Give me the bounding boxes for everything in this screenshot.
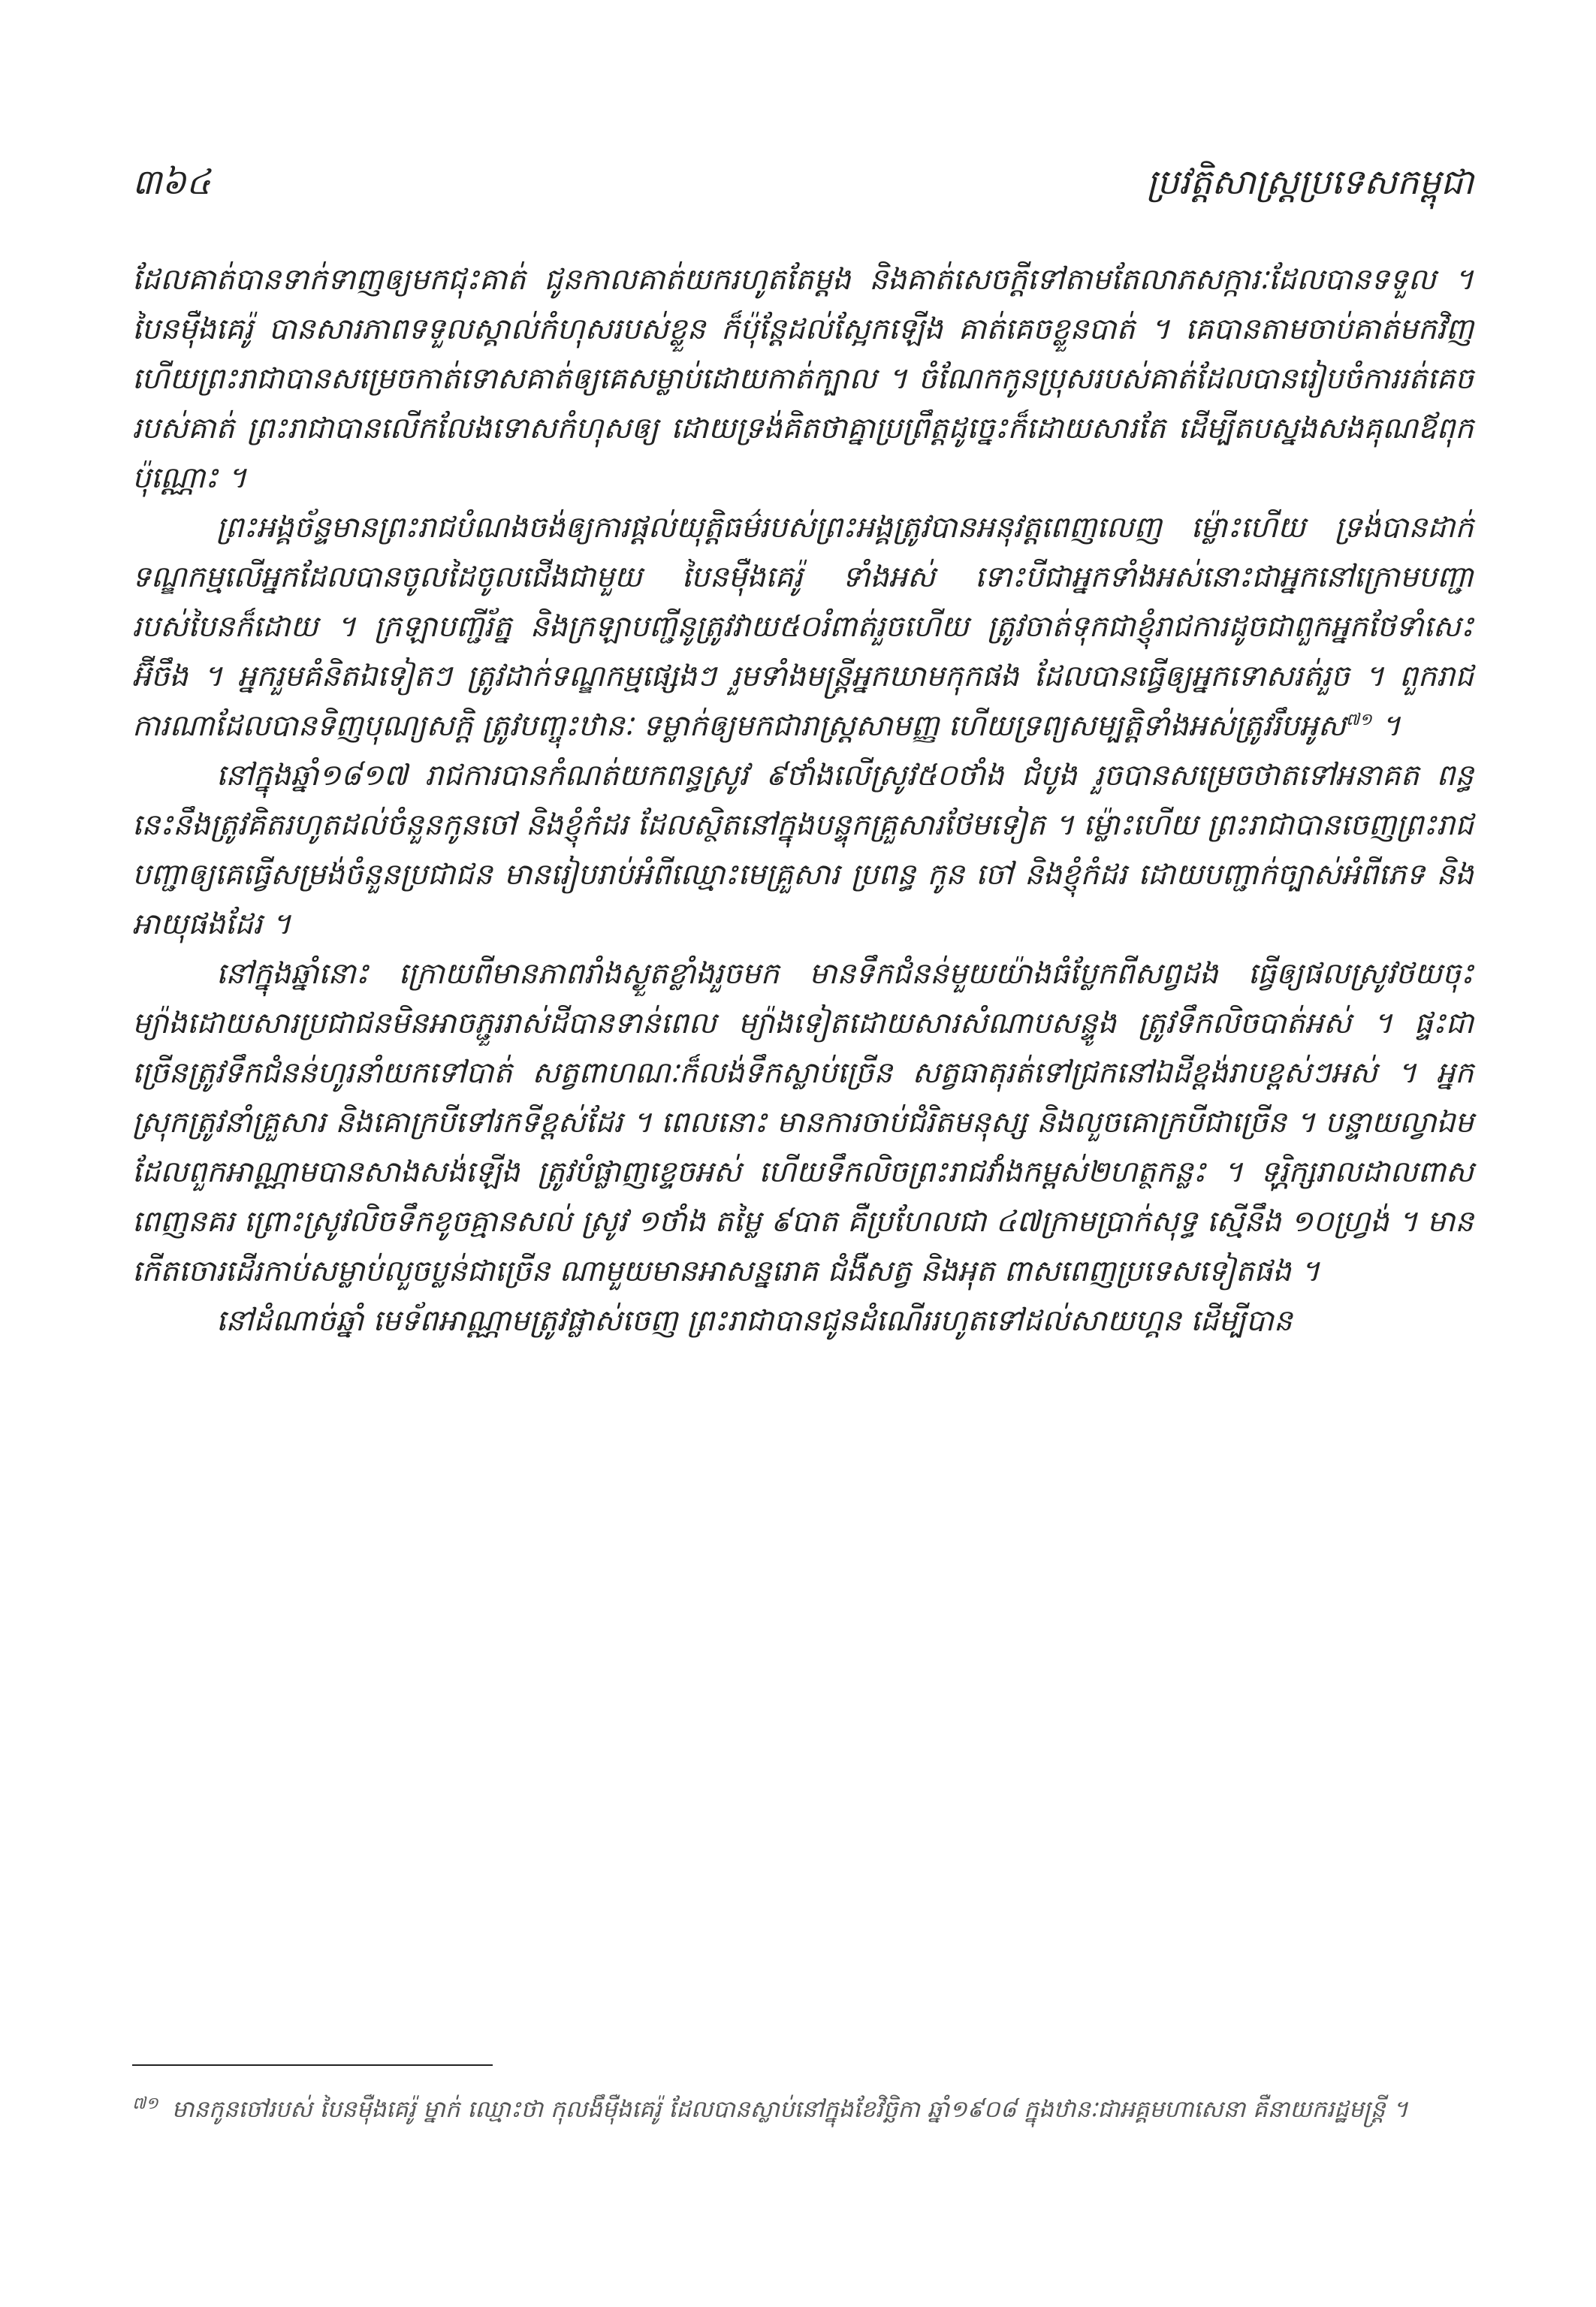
paragraph-4 [132, 950, 1474, 1297]
paragraph-1 [132, 255, 1474, 503]
paragraph-4-text: នៅក្នុងឆ្នាំនោះ ក្រោយពីមានភាពរាំងស្ងួតខ្លាំងរួចមក មានទឹកជំនន់មួយយ៉ាងធំប្លែកពីសព្វដង ធ្វើឲ្យផលស្រូវថយចុះ ម្យ៉ាងដោយសារប្រជាជនមិនអាចភ្ជួររាស់ដីបានទាន់ពេល ម្យ៉ាងទៀតដោយសារសំណាបសន្ទូង ត្រូវទឹកលិចបាត់អស់ ។ ផ្ទះជាច្រើនត្រូវទឹកជំនន់ហូរនាំយកទៅបាត់ សត្វពាហណៈក៏លង់ទឹកស្លាប់ច្រើន សត្វធាតុរត់ទៅជ្រកនៅឯដីខ្ពង់រាបខ្ពស់ៗអស់ ។ អ្នកស្រុកត្រូវនាំគ្រួសារ និងគោក្របីទៅរកទីខ្ពស់ដែរ ។ ពេលនោះ មានការចាប់ជំរិតមនុស្ស និងលួចគោក្របីជាច្រើន ។ បន្ទាយល្វាឯម ដែលពួកអាណ្ណាមបានសាងសង់ឡើង ត្រូវបំផ្លាញខ្ទេចអស់ ហើយទឹកលិចព្រះរាជវាំងកម្ពស់២ហត្ថកន្លះ ។ ទុរ្ភិក្សរាលដាលពាសពេញនគរ ព្រោះស្រូវលិចទឹកខូចគ្មានសល់ ស្រូវ ១ថាំង តម្លៃ ៩បាត គឺប្រហែលជា ៤៧ក្រាមប្រាក់សុទ្ធ ស្មើនឹង ១០ហ្វ្រង់ ។ មានកើតចោរដើរកាប់សម្លាប់លួចប្លន់ជាច្រើន ណាមួយមានអាសន្នរោគ ជំងឺសត្វ និងអុត ពាសពេញប្រទេសទៀតផង ។ [132, 957, 1474, 1288]
paragraph-2 [132, 503, 1474, 751]
paragraph-2-text: ព្រះអង្គច័ន្ទមានព្រះរាជបំណងចង់ឲ្យការផ្ដល់យុត្តិធម៌របស់ព្រះអង្គត្រូវបានអនុវត្តពេញលេញ ម៉្លោះហើយ ទ្រង់បានដាក់ទណ្ឌកម្មលើអ្នកដែលបានចូលដៃចូលជើងជាមួយ បៃនម៉ឺងគេរ៉ូ ទាំងអស់ ទោះបីជាអ្នកទាំងអស់នោះជាអ្នកនៅក្រោមបញ្ជារបស់បៃនក៏ដោយ ។ ក្រឡាបញ្ជីរ័ត្ន និងក្រឡាបញ្ជីនូត្រូវវាយ៥០រំពាត់រួចហើយ ត្រូវចាត់ទុកជាខ្ញុំរាជការដូចជាពួកអ្នកថែទាំសេះអ៊ីចឹង ។ អ្នករួមគំនិតឯទៀតៗ ត្រូវដាក់ទណ្ឌកម្មផ្សេងៗ រួមទាំងមន្ត្រីអ្នកឃាមកុកផង ដែលបានធ្វើឲ្យអ្នកទោសរត់រួច ។ ពួករាជការណាដែលបានទិញបុណ្យសក្តិ ត្រូវបញ្ចុះឋានៈ ទម្លាក់ឲ្យមកជារាស្ត្រសាមញ្ញ ហើយទ្រព្យសម្បត្តិទាំងអស់ត្រូវរឹបអូស [132, 511, 1474, 743]
paragraph-2-text-end: ។ [1371, 709, 1401, 743]
running-title: ប្រវត្តិសាស្ត្រប្រទេសកម្ពុជា [1146, 162, 1474, 202]
footnote-label: ៧១ [132, 2094, 158, 2113]
paragraph-5-text: នៅដំណាច់ឆ្នាំ មេទ័ពអាណ្ណាមត្រូវផ្លាស់ចេញ ព្រះរាជាបានជូនដំណើររហូតទៅដល់សាយហ្គន ដើម្បីបាន [216, 1304, 1293, 1338]
footnote-reference[interactable]: ៧១ [1345, 711, 1372, 729]
footnote-divider [132, 2064, 493, 2066]
footnote [132, 2087, 1474, 2132]
paragraph-5 [132, 1297, 1474, 1346]
paragraph-3 [132, 751, 1474, 950]
paragraph-1-text: ដែលគាត់បានទាក់ទាញឲ្យមកជុះគាត់ ជូនកាលគាត់យករហូតតែម្ដង និងគាត់សេចក្ដីទៅតាមតែលាភសក្ការៈដែលបានទទួល ។ បៃនម៉ឺងគេរ៉ូ បានសារភាពទទួលស្គាល់កំហុសរបស់ខ្លួន ក៏ប៉ុន្តែដល់ស្អែកឡើង គាត់គេចខ្លួនបាត់ ។ គេបានតាមចាប់គាត់មកវិញ ហើយព្រះរាជាបានសម្រេចកាត់ទោសគាត់ឲ្យគេសម្លាប់ដោយកាត់ក្បាល ។ ចំណែកកូនប្រុសរបស់គាត់ដែលបានរៀបចំការរត់គេចរបស់គាត់ ព្រះរាជាបានលើកលែងទោសកំហុសឲ្យ ដោយទ្រង់គិតថាគ្នាប្រព្រឹត្តដូច្នេះក៏ដោយសារតែ ដើម្បីតបស្នងសងគុណឪពុកប៉ុណ្ណោះ ។ [132, 263, 1474, 495]
page-header [132, 161, 1474, 221]
paragraph-3-text: នៅក្នុងឆ្នាំ១៨១៧ រាជការបានកំណត់យកពន្ធស្រូវ ៩ថាំងលើស្រូវ៥០ថាំង ជំបូង រួចបានសម្រេចថាតទៅអនាគត ពន្ធនេះនឹងត្រូវគិតរហូតដល់ចំនួនកូនចៅ និងខ្ញុំកំដរ ដែលស្ថិតនៅក្នុងបន្ទុកគ្រួសារថែមទៀត ។ ម៉្លោះហើយ ព្រះរាជាបានចេញព្រះរាជបញ្ជាឲ្យគេធ្វើសម្រង់ចំនួនប្រជាជន មានរៀបរាប់អំពីឈ្មោះមេគ្រួសារ ប្រពន្ធ កូន ចៅ និងខ្ញុំកំដរ ដោយបញ្ជាក់ច្បាស់អំពីភេទ និងអាយុផងដែរ ។ [132, 759, 1474, 941]
page-number: ៣៦៤ [132, 162, 211, 202]
footnote-text: មានកូនចៅរបស់ បៃនម៉ឺងគេរ៉ូ ម្នាក់ ឈ្មោះថា កុលងឹម៉ឺងគេរ៉ូ ដែលបានស្លាប់នៅក្នុងខែវិច្ឆិកា ឆ្នាំ១៩០៨ ក្នុងឋានៈជាអគ្គមហាសេនា គឺនាយករដ្ឋមន្ត្រី ។ [171, 2096, 1408, 2123]
body-text [132, 255, 1474, 1346]
